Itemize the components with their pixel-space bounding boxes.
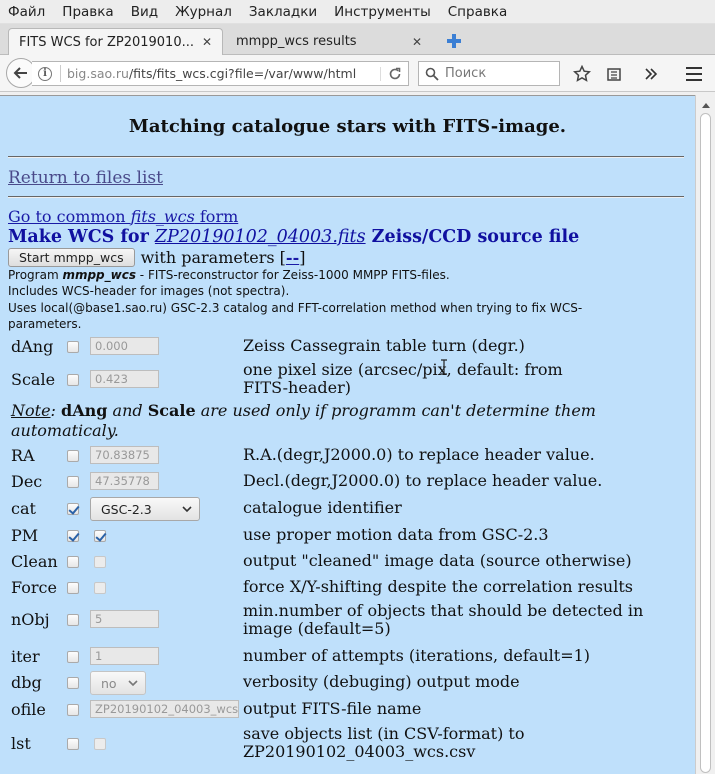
param-desc: output "cleaned" image data (source otherwise) xyxy=(243,551,632,570)
param-row-ofile xyxy=(0,700,695,724)
tab-bar xyxy=(0,24,715,55)
start-row xyxy=(8,248,305,267)
note-scale: Scale xyxy=(147,401,196,420)
tab-title: FITS WCS for ZP2019010... xyxy=(19,34,194,50)
param-row-scale xyxy=(0,361,695,401)
url-host: big.sao.ru xyxy=(67,66,129,81)
nobj-input[interactable]: 5 xyxy=(90,610,159,628)
new-tab-button[interactable] xyxy=(442,30,466,52)
force-value-checkbox[interactable] xyxy=(94,582,106,594)
dec-input[interactable]: 47.35778 xyxy=(90,472,159,490)
dbg-select[interactable] xyxy=(90,671,146,695)
divider xyxy=(8,156,684,158)
params-toggle-link[interactable]: -- xyxy=(285,248,300,267)
reload-button[interactable] xyxy=(380,67,408,81)
menu-view[interactable]: Вид xyxy=(130,3,159,20)
param-name: lst xyxy=(11,734,31,753)
dec-checkbox[interactable] xyxy=(67,476,79,488)
param-row-lst xyxy=(0,725,695,765)
return-to-files-link[interactable]: Return to files list xyxy=(8,168,163,188)
note-dang: dAng xyxy=(61,401,108,420)
menu-tools[interactable]: Инструменты xyxy=(334,3,431,20)
tab-mmpp-results[interactable] xyxy=(226,28,432,55)
close-icon[interactable]: ✕ xyxy=(411,34,422,49)
param-desc: R.A.(degr,J2000.0) to replace header value. xyxy=(243,445,595,464)
param-desc: min.number of objects that should be detected in image (default=5) xyxy=(243,601,644,638)
param-name: ofile xyxy=(11,700,46,719)
goto-fits-wcs-link[interactable] xyxy=(8,207,238,226)
dang-checkbox[interactable] xyxy=(67,341,79,353)
param-row-dbg xyxy=(0,670,695,694)
page-title: Matching catalogue stars with FITS-image. xyxy=(128,116,567,137)
menu-file[interactable]: Файл xyxy=(8,3,46,20)
pm-value-checkbox[interactable] xyxy=(94,530,106,542)
text-cursor-icon xyxy=(440,359,448,375)
param-desc: one pixel size (arcsec/pix, default: from FITS-header) xyxy=(243,360,563,397)
divider xyxy=(8,196,684,198)
note-and: and xyxy=(107,401,148,420)
overflow-button[interactable] xyxy=(641,64,661,84)
chevron-down-icon xyxy=(181,503,193,515)
goto-em: fits_wcs xyxy=(130,207,195,226)
param-row-nobj xyxy=(0,602,695,642)
param-desc: force X/Y-shifting despite the correlation results xyxy=(243,577,633,596)
library-icon xyxy=(606,66,622,82)
scale-input[interactable]: 0.423 xyxy=(90,370,159,388)
param-name: nObj xyxy=(11,610,50,629)
cat-checkbox[interactable] xyxy=(67,503,79,515)
pm-checkbox[interactable] xyxy=(67,530,79,542)
desc-line2: Includes WCS-header for images (not spectra). xyxy=(8,284,290,299)
ofile-input[interactable]: ZP20190102_04003_wcs xyxy=(90,700,239,718)
lst-checkbox[interactable] xyxy=(67,738,79,750)
param-desc: Zeiss Cassegrain table turn (degr.) xyxy=(243,336,525,355)
param-desc: verbosity (debuging) output mode xyxy=(243,672,520,691)
nav-bar xyxy=(0,55,715,92)
param-name: Clean xyxy=(11,552,58,571)
chevron-down-icon xyxy=(127,677,139,689)
tab-fits-wcs[interactable] xyxy=(8,28,223,55)
desc-line3: Uses local(@base1.sao.ru) GSC-2.3 catalog and FFT-correlation method when trying to fix WCS-parameters. xyxy=(8,300,583,331)
make-wcs-heading xyxy=(8,227,579,247)
bookmark-star-button[interactable] xyxy=(572,64,592,84)
menu-edit[interactable]: Правка xyxy=(62,3,114,20)
param-row-pm xyxy=(0,525,695,549)
with-parameters-text xyxy=(141,248,306,267)
plus-icon xyxy=(446,33,462,49)
dbg-checkbox[interactable] xyxy=(67,677,79,689)
param-desc: use proper motion data from GSC-2.3 xyxy=(243,525,549,544)
force-checkbox[interactable] xyxy=(67,582,79,594)
start-mmpp-wcs-button[interactable]: Start mmpp_wcs xyxy=(8,248,135,267)
ofile-checkbox[interactable] xyxy=(67,704,79,716)
param-desc: output FITS-file name xyxy=(243,699,422,718)
param-name: iter xyxy=(11,647,40,666)
catalogue-select[interactable] xyxy=(90,497,200,521)
param-row-ra xyxy=(0,446,695,470)
url-path: /fits/fits_wcs.cgi?file=/var/www/html xyxy=(128,66,357,81)
page-content xyxy=(0,95,695,774)
menu-history[interactable]: Журнал xyxy=(175,3,232,20)
note-text xyxy=(11,401,611,441)
scale-checkbox[interactable] xyxy=(67,374,79,386)
clean-value-checkbox[interactable] xyxy=(94,556,106,568)
url-text[interactable] xyxy=(67,66,380,81)
goto-prefix: Go to common xyxy=(8,207,131,226)
arrow-up-icon[interactable] xyxy=(701,101,711,109)
menu-bookmarks[interactable]: Закладки xyxy=(248,3,318,20)
param-row-cat xyxy=(0,497,695,521)
ra-input[interactable]: 70.83875 xyxy=(90,446,159,464)
param-desc: save objects list (in CSV-format) to ZP20190102_04003_wcs.csv xyxy=(243,724,525,761)
param-name: dAng xyxy=(11,337,54,356)
reload-icon xyxy=(388,67,402,81)
chevron-double-right-icon xyxy=(644,67,658,81)
desc-line1: - FITS-reconstructor for Zeiss-1000 MMPP FITS-files. xyxy=(135,268,450,282)
hamburger-icon xyxy=(685,66,703,82)
nobj-checkbox[interactable] xyxy=(67,614,79,626)
scrollbar-thumb[interactable] xyxy=(700,113,711,773)
param-row-force xyxy=(0,577,695,601)
info-icon[interactable]: i xyxy=(38,67,52,81)
source-file-name[interactable]: ZP20190102_04003.fits xyxy=(154,227,366,247)
param-name: cat xyxy=(11,499,36,518)
param-name: dbg xyxy=(11,673,42,692)
dbg-select-value: no xyxy=(101,675,117,691)
note-label: Note xyxy=(11,401,51,420)
param-desc: Decl.(degr,J2000.0) to replace header value. xyxy=(243,471,603,490)
close-icon[interactable]: ✕ xyxy=(201,35,212,49)
goto-suffix: form xyxy=(194,207,239,226)
reader-list-button[interactable] xyxy=(604,64,624,84)
note-rest: are used only if programm can't determine them automaticaly. xyxy=(11,401,596,440)
param-name: Force xyxy=(11,578,57,597)
clean-checkbox[interactable] xyxy=(67,556,79,568)
ra-checkbox[interactable] xyxy=(67,450,79,462)
menu-button[interactable] xyxy=(684,64,704,84)
param-row-iter xyxy=(0,646,695,670)
star-icon xyxy=(573,65,591,83)
param-name: Dec xyxy=(11,472,43,491)
dang-input[interactable]: 0.000 xyxy=(90,337,159,355)
iter-input[interactable]: 1 xyxy=(90,647,159,665)
make-prefix: Make WCS for xyxy=(8,227,155,247)
menu-bar xyxy=(0,0,715,24)
search-input[interactable] xyxy=(418,61,560,86)
note-colon: : xyxy=(50,401,62,420)
tab-title: mmpp_wcs results xyxy=(236,34,357,49)
program-description xyxy=(8,267,608,332)
with-params-end: ] xyxy=(299,248,306,267)
make-suffix: Zeiss/CCD source file xyxy=(365,227,580,247)
param-name: Scale xyxy=(11,370,56,389)
param-name: PM xyxy=(11,526,39,545)
url-bar[interactable] xyxy=(32,61,409,86)
param-row-dec xyxy=(0,472,695,496)
param-desc: number of attempts (iterations, default=1) xyxy=(243,646,591,665)
search-icon xyxy=(425,67,439,81)
iter-checkbox[interactable] xyxy=(67,651,79,663)
param-name: RA xyxy=(11,446,35,465)
desc-prog-pre: Program xyxy=(8,268,63,282)
lst-value-checkbox[interactable] xyxy=(94,738,106,750)
vertical-scrollbar[interactable] xyxy=(695,95,715,774)
program-name: mmpp_wcs xyxy=(62,268,136,282)
param-row-clean xyxy=(0,551,695,575)
param-row-dang xyxy=(0,336,695,360)
catalogue-select-value: GSC-2.3 xyxy=(101,501,152,517)
with-params-label: with parameters [ xyxy=(140,248,286,267)
param-desc: catalogue identifier xyxy=(243,498,402,517)
search-placeholder: Поиск xyxy=(445,66,487,81)
arrow-left-icon xyxy=(13,65,29,81)
menu-help[interactable]: Справка xyxy=(447,3,508,20)
